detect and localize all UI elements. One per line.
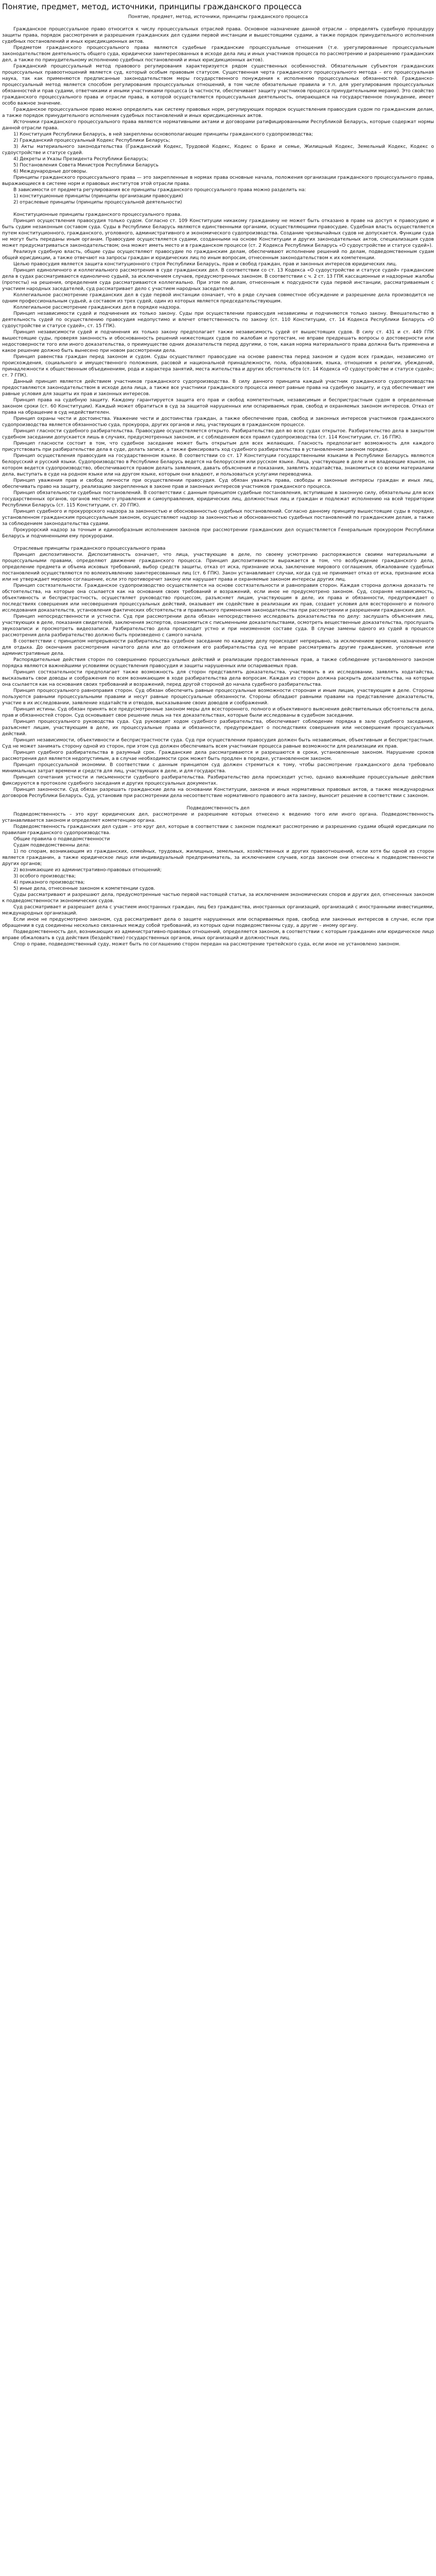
paragraph: 2) отраслевые принципы (принципы процессуальной деятельности)	[13, 200, 182, 205]
paragraph: Принцип процессуальной экономии. В соответствии с данным принципом суд должен стремиться к тому, чтобы рассмотрение гражданского дела требовало минимальных затрат времени и средств для лиц, участвующих в деле, и для государства.	[2, 762, 434, 774]
paragraph: 5) иные дела, отнесенные законом к компетенции судов.	[13, 886, 155, 891]
paragraph: Судам подведомственны дела:	[13, 843, 90, 848]
paragraph: Если иное не предусмотрено законом, суд рассматривает дела о защите нарушенных или оспариваемых прав, свобод или законных интересов в случае, если при обращении в суд соединены несколько связанных между собой требований, из которых одни подведомственны суду, а другие – иному органу.	[2, 917, 434, 928]
paragraph: Принципы гражданского процессуального права — это закрепленные в нормах права основные начала, положения организации гражданского процессуального права, выражающиеся в системе норм и правовых институтов этой отрасли права.	[2, 175, 434, 187]
paragraph: 1) по спорам, возникающим из гражданских, семейных, трудовых, жилищных, земельных, хозяйственных и других правоотношений, если хотя бы одной из сторон является гражданин, а также юридическое лицо или индивидуальный предприниматель, за исключением случаев, когда законом они отнесены к подведомственности других органов;	[2, 849, 434, 867]
paragraph: Данный принцип является действием участников гражданского судопроизводства. В силу данного принципа каждый участник гражданского судопроизводства предоставляются законодательством в исходе дела лица, а также все участники гражданского процесса имеют равные права на судебную защиту, и суд обеспечивает им равные условия для защиты их прав и законных интересов.	[2, 379, 434, 397]
paragraph: Принцип непосредственности и устности. Суд при рассмотрении дела обязан непосредственно исследовать доказательства по делу: заслушать объяснения лиц, участвующих в деле, показания свидетелей, заключения экспертов, ознакомиться с письменными доказательствами, осмотреть вещественные доказательства, прослушать звукозаписи и просмотреть видеозаписи. Разбирательство дела происходит устно и при неизменном составе суда. В случае замены одного из судей в процессе рассмотрения дела разбирательство должно быть произведено с самого начала.	[2, 614, 434, 638]
paragraph: 1) конституционные принципы (принципы организации правосудия)	[13, 194, 183, 199]
paragraph: Принцип независимости, объективности и беспристрастности суда. Суд при осуществлении правосудия должен быть независимым, объективным и беспристрастным. Суд не может занимать сторону одной из сторон, при этом суд должен обеспечивать всем участникам процесса равные возможности для реализации их прав.	[2, 738, 434, 749]
paragraph: Принцип процессуального равноправия сторон. Суд обязан обеспечить равные процессуальные возможности сторонам и иным лицам, участвующим в деле. Стороны пользуются равными процессуальными правами и несут равные процессуальные обязанности. Стороны обладают равными правами на представление доказательств, участие в их исследовании, заявление ходатайств и отводов, высказывание своих доводов и соображений.	[2, 688, 434, 706]
paragraph: Суд рассматривает и разрешает дела с участием иностранных граждан, лиц без гражданства, иностранных организаций, организаций с иностранными инвестициями, международных организаций.	[2, 905, 434, 916]
paragraph: Принцип сочетания устности и письменности судебного разбирательства. Разбирательство дела происходит устно, однако важнейшие процессуальные действия фиксируются в протоколе судебного заседания и других процессуальных документах.	[2, 775, 434, 786]
paragraph: Коллегиальное рассмотрение гражданских дел в порядке надзора.	[13, 305, 181, 310]
paragraph: Конституционные принципы гражданского процессуального права.	[13, 212, 182, 217]
paragraph: Принцип законности. Суд обязан разрешать гражданские дела на основании Конституции, законов и иных нормативных правовых актов, а также международных договоров Республики Беларусь. Суд, установив при рассмотрении дела несоответствие нормативного правового акта закону, выносит решение в соответствии с законом.	[2, 787, 434, 799]
paragraph: Принцип состязательности. Гражданское судопроизводство осуществляется на основе состязательности и равноправия сторон. Каждая сторона должна доказать те обстоятельства, на которые она ссылается как на основания своих требований и возражений, если иное не предусмотрено законом. Суд, сохраняя независимость, объективность и беспристрастность, осуществляет руководство процессом, разъясняет лицам, участвующим в деле, их права и обязанности, предупреждает о последствиях совершения или несовершения процессуальных действий, оказывает им содействие в реализации их прав, создает условия для всестороннего и полного исследования доказательств, установления фактических обстоятельств и правильного применения законодательства при рассмотрении и разрешении гражданских дел.	[2, 583, 434, 613]
paragraph: Принцип осуществления правосудия только судом. Согласно ст. 109 Конституции никакому гражданину не может быть отказано в праве на доступ к правосудию и быть судим незаконным составом суда. Суды в Республике Беларусь являются единственными органами, осуществляющими правосудие. Судебная власть осуществляется путем конституционного, гражданского, уголовного, административного и экономического судопроизводства. Создание чрезвычайных судов не допускается. Функции суда не могут быть переданы иным органам. Правосудие осуществляется судами, созданными на основе Конституции и других законодательных актов, специализация судов может предусматриваться законодательством; она может иметь место и в гражданском процессе (ст. 2 Кодекса Республики Беларусь «О судоустройстве и статусе судей»).	[2, 218, 434, 248]
paragraph: Подведомственность гражданских дел судам – это круг дел, которые в соответствии с законом подлежат рассмотрению и разрешению судами общей юрисдикции по правилам гражданского судопроизводства.	[2, 824, 434, 836]
paragraph: В зависимости от предмета регулирования все принципы гражданского процессуального права можно разделить на:	[13, 188, 306, 193]
document-section	[2, 212, 434, 539]
page-subtitle: Понятие, предмет, метод, источники, принципы гражданского процесса	[128, 14, 308, 20]
paragraph: Подведомственность дел, возникающих из административно-правовых отношений, определяется законом, в соответствии с которым гражданин или юридическое лицо вправе обжаловать в суд действия (бездействие) государственных органов, иных организаций и должностных лиц.	[2, 929, 434, 941]
paragraph: 4) приказного производства;	[13, 880, 85, 885]
paragraph: Принцип гласности судебного разбирательства. Правосудие осуществляется открыто. Разбирательство дел во всех судах открытое. Разбирательство дела в закрытом судебном заседании допускается лишь в случаях, предусмотренных законом, и с соблюдением всех правил судопроизводства (ст. 114 Конституции, ст. 16 ГПК).	[2, 429, 434, 440]
paragraph: Принцип истины. Суд обязан принять все предусмотренные законом меры для всестороннего, полного и объективного выяснения действительных обстоятельств дела, прав и обязанностей сторон. Суд основывает свое решение лишь на тех доказательствах, которые были исследованы в судебном заседании.	[2, 707, 434, 718]
paragraph: Принцип диспозитивности. Диспозитивность означает, что лица, участвующие в деле, по своему усмотрению распоряжаются своими материальными и процессуальными правами, определяют движение гражданского процесса. Принцип диспозитивности выражается в том, что возбуждение гражданского дела, определение предмета и объема исковых требований, выбор средств защиты, отказ от иска, признание иска, заключение мирового соглашения, обжалование судебных постановлений осуществляются по волеизъявлению заинтересованных лиц (ст. 6 ГПК). Закон устанавливает случаи, когда суд не принимает отказ от иска, признание иска или не утверждает мировое соглашение, если это противоречит закону или нарушает права и охраняемые законом интересы других лиц.	[2, 552, 434, 582]
paragraph: Спор о праве, подведомственный суду, может быть по соглашению сторон передан на рассмотрение третейского суда, если иное не установлено законом.	[13, 942, 400, 947]
document-section	[2, 805, 434, 947]
paragraph: Принцип состязательности предполагает также возможность для сторон представлять доказательства, участвовать в их исследовании, заявлять ходатайства, высказывать свои доводы и соображения по всем возникающим в ходе разбирательства дела вопросам. Каждая из сторон должна раскрыть доказательства, на которые она ссылается как на основания своих требований и возражений, перед другой стороной до начала судебного разбирательства.	[2, 670, 434, 687]
page-title: Понятие, предмет, метод, источники, принципы гражданского процесса	[2, 2, 302, 11]
paragraph: Принцип осуществления правосудия на государственном языке. В соответствии со ст. 17 Конституции государственными языками в Республике Беларусь являются белорусский и русский языки. Судопроизводство в Республике Беларусь ведется на белорусском или русском языке. Лица, участвующие в деле и не владеющие языком, на котором ведется судопроизводство, обеспечиваются правом делать заявления, давать объяснения и показания, заявлять ходатайства, знакомиться со всеми материалами дела, выступать в суде на родном языке или на другом языке, которым они владеют, и пользоваться услугами переводчика.	[2, 453, 434, 477]
paragraph: Коллегиальное рассмотрение гражданских дел в суде первой инстанции означает, что в ряде случаев совместное обсуждение и разрешение дела производится не одним профессиональным судьей, а составом из трех судей, один из которых является председательствующим.	[2, 293, 434, 304]
paragraph: Принцип судебного и прокурорского надзора за законностью и обоснованностью судебных постановлений. Согласно данному принципу вышестоящие суды в порядке, установленном гражданским процессуальным законом, осуществляют надзор за законностью и обоснованностью судебных постановлений по гражданским делам, а также за соблюдением законодательства судами.	[2, 509, 434, 527]
paragraph: 3) Акты материального законодательства (Гражданский Кодекс, Трудовой Кодекс, Кодекс о Браке и семье, Жилищный Кодекс, Земельный Кодекс, Кодекс о судоустройстве и статусе судей.	[2, 144, 434, 156]
paragraph: Принцип обязательности судебных постановлений. В соответствии с данным принципом судебные постановления, вступившие в законную силу, обязательны для всех государственных органов, органов местного управления и самоуправления, юридических лиц, должностных лиц и граждан и подлежат исполнению на всей территории Республики Беларусь (ст. 115 Конституции, ст. 20 ГПК).	[2, 490, 434, 508]
paragraph: 6) Международные договоры.	[13, 169, 88, 174]
paragraph: 3) особого производства;	[13, 874, 76, 879]
paragraph: Гражданское процессуальное право относится к числу процессуальных отраслей права. Основное назначение данной отрасли – определять судебную процедуру защиты права, порядок рассмотрения и разрешения гражданских дел судами первой инстанции и вышестоящими судами, а также порядок принудительного исполнения судебных постановлений и иных юрисдикционных актов.	[2, 27, 434, 44]
paragraph: Принцип равенства граждан перед законом и судом. Суды осуществляют правосудие на основе равенства перед законом и судом всех граждан, независимо от происхождения, социального и имущественного положения, расовой и национальной принадлежности, пола, образования, языка, отношения к религии, убеждений, принадлежности к общественным объединениям, рода и характера занятий, места жительства и других обстоятельств (ст. 14 Кодекса «О судоустройстве и статусе судей»; ст. 7 ГПК).	[2, 354, 434, 378]
paragraph: Принцип уважения прав и свобод личности при осуществлении правосудия. Суд обязан уважать права, свободы и законные интересы граждан и иных лиц, обеспечивать право на защиту, реализацию закрепленных в законе прав и законных интересов участников гражданского процесса.	[2, 478, 434, 489]
paragraph: 5) Постановления Совета Министров Республики Беларусь	[13, 163, 159, 168]
paragraph: Суды рассматривают и разрешают дела, предусмотренные частью первой настоящей статьи, за исключением экономических споров и других дел, отнесенных законом к подведомственности экономических судов.	[2, 892, 434, 904]
document-section	[2, 546, 434, 799]
paragraph: Подведомственность – это круг юридических дел, рассмотрение и разрешение которых отнесено к ведению того или иного органа. Подведомственность устанавливается законом и определяет компетенцию органа.	[2, 812, 434, 823]
paragraph: 2) возникающие из административно-правовых отношений;	[13, 868, 162, 873]
paragraph: Принцип единоличного и коллегиального рассмотрения в суде гражданских дел. В соответствии со ст. 13 Кодекса «О судоустройстве и статусе судей» гражданские дела в судах рассматриваются единолично судьей, за исключением случаев, предусмотренных законом. В соответствии с ч. 2 ст. 13 ГПК кассационные и надзорные жалобы (протесты) на решения, определения суда рассматриваются коллегиально. При этом по делам, отнесенным к подсудности суда первой инстанции, рассматриваемым с участием народных заседателей, суд рассматривает дело с участием народных заседателей.	[2, 268, 434, 292]
document-body	[2, 26, 434, 947]
paragraph: Принцип независимости судей и подчинения их только закону предполагает также независимость судей от вышестоящих судов. В силу ст. 431 и ст. 449 ГПК вышестоящие суды, проверяя законность и обоснованность решений нижестоящих судов по жалобам и протестам, не вправе предрешать вопросы о достоверности или недостоверности того или иного доказательства, о преимуществе одних доказательств перед другими, о том, какая норма материального права должна быть применена и какое решение должно быть вынесено при новом рассмотрении дела.	[2, 330, 434, 353]
paragraph: Прокурорский надзор за точным и единообразным исполнением законов при рассмотрении гражданских дел осуществляется Генеральным прокурором Республики Беларусь и подчиненными ему прокурорами.	[2, 528, 434, 539]
paragraph: Принцип процессуального руководства суда. Суд руководит ходом судебного разбирательства, обеспечивает соблюдение порядка в зале судебного заседания, разъясняет лицам, участвующим в деле, их процессуальные права и обязанности, предупреждает о последствиях совершения или несовершения процессуальных действий.	[2, 719, 434, 737]
paragraph: Гражданское процессуальное право можно определить как систему правовых норм, регулирующих порядок осуществления правосудия судом по гражданским делам, а также порядок принудительного исполнения судебных постановлений и иных юрисдикционных актов.	[2, 107, 434, 118]
paragraph: Гражданский процессуальный метод правового регулирования характеризуется рядом существенных особенностей. Обязательным субъектом гражданских процессуальных правоотношений является суд, который особым правовым статусом. Существенная черта гражданского процессуального метода – его процессуальная наука, так как применяются предписанные законодательством меры государственного понуждения к исполнению процессуальных обязанностей. Гражданско-процессуальный метод является способом регулирования процессуальных отношений, в том числе обязательные правила и т.п. для урегулирования процессуальных обязанностей и прав судами, ответчиками и иными участниками процесса (в частности, обеспечивает защиту участников процесса принудительными мерами). Это свойство гражданского процессуального права и отрасли права, в которой осуществляется процессуальная деятельность, опирающаяся на государственное понуждение, имеет особо важное значение.	[2, 64, 434, 106]
paragraph: Принцип судебного разбирательства в разумный срок. Гражданские дела рассматриваются и разрешаются в сроки, установленные законом. Нарушение сроков рассмотрения дел является недопустимым, а в случае необходимости срок может быть продлен в порядке, установленном законом.	[2, 750, 434, 761]
paragraph: Принцип независимости судей и подчинения их только закону. Суды при осуществлении правосудия независимы и подчиняются только закону. Вмешательство в деятельность судей по осуществлению правосудия недопустимо и влечет ответственность по закону (ст. 110 Конституции, ст. 14 Кодекса Республики Беларусь «О судоустройстве и статусе судей», ст. 15 ГПК).	[2, 311, 434, 329]
paragraph: Общие правила о подведомственности	[13, 837, 110, 842]
section-heading: Подведомственность дел	[186, 806, 250, 811]
paragraph: Целью правосудия является защита конституционного строя Республики Беларусь, прав и свобод граждан, прав и законных интересов юридических лиц.	[13, 262, 397, 267]
paragraph: 4) Декреты и Указы Президента Республики Беларусь;	[13, 157, 149, 162]
paragraph: Принцип права на судебную защиту. Каждому гарантируется защита его прав и свобод компетентным, независимым и беспристрастным судом в определенные законом сроки (ст. 60 Конституции). Каждый может обратиться в суд за защитой нарушенных или оспариваемых прав, свобод и охраняемых законом интересов. Отказ от права на обращение в суд недействителен.	[2, 398, 434, 415]
paragraph: Реализуя судебную власть, общие суды осуществляют правосудие по гражданским делам, обеспечивают исполнение решений по делам, подведомственным судам общей юрисдикции, а также отвечают на запросы граждан и юридических лиц по иным вопросам, отнесенным законодательством к их компетенции.	[2, 249, 434, 261]
paragraph: В соответствии с принципом непрерывности разбирательства судебное заседание по каждому делу происходит непрерывно, за исключением времени, назначенного для отдыха. До окончания рассмотрения начатого дела или до отложения его разбирательства суд не вправе рассматривать другие гражданские, уголовные или административные дела.	[2, 639, 434, 656]
paragraph: 1) Конституция Республики Беларусь, в ней закреплены основополагающие принципы гражданского судопроизводства;	[13, 132, 313, 137]
paragraph: Принцип гласности состоит в том, что судебное заседание может быть открытым для всех желающих. Гласность предполагает возможность для каждого присутствовать при разбирательстве дела в суде, делать записи, а также фиксировать ход судебного разбирательства в установленном законом порядке.	[2, 441, 434, 452]
paragraph: Источники гражданского процессуального права являются нормативными актами и договорами ратифицированными Республикой Беларусь, которые содержат нормы данной отрасли права.	[2, 120, 434, 131]
paragraph: Отраслевые принципы гражданского процессуального права	[13, 546, 166, 551]
paragraph: 2) Гражданский процессуальный Кодекс Республики Беларусь;	[13, 138, 170, 143]
document-page	[0, 0, 436, 958]
document-section	[2, 26, 434, 206]
paragraph: Распорядительные действия сторон по совершению процессуальных действий и реализации предоставленных прав, а также соблюдение установленного законом порядка являются важнейшими условиями осуществления правосудия и защиты нарушенных или оспариваемых прав.	[2, 657, 434, 669]
paragraph: Принцип охраны чести и достоинства. Уважение чести и достоинства граждан, а также обеспечение прав, свобод и законных интересов участников гражданского судопроизводства является обязанностью суда, прокурора, других органов и лиц, участвующих в гражданском процессе.	[2, 416, 434, 428]
paragraph: Предметом гражданского процессуального права являются судебные гражданские процессуальные отношения (т.е. урегулированные процессуальным законодательством деятельность общего суда, юридически заинтересованных в исходе дела лиц и иных участников процесса по рассмотрению и разрешению гражданских дел, а также по принудительному исполнению судебных постановлений и иных юрисдикционных актов).	[2, 45, 434, 63]
